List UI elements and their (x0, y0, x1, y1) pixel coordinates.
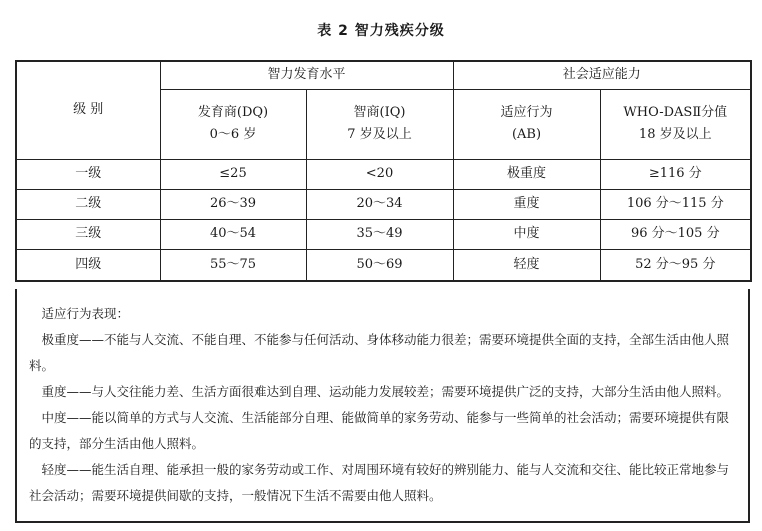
header-iq-label: 智商(IQ) (353, 105, 406, 120)
note-severe: 重度——与人交往能力差、生活方面很难达到自理、运动能力发展较差；需要环境提供广泛的支持，大部分生活由他人照料。 (41, 384, 730, 399)
cell-who: 106 分～115 分 (600, 189, 751, 219)
cell-grade: 一级 (16, 159, 160, 189)
header-social-ability: 社会适应能力 (453, 61, 751, 89)
header-ab-label: 适应行为 (500, 105, 553, 120)
header-ab-sub: (AB) (511, 127, 542, 142)
table-row (16, 159, 751, 189)
header-dq-label: 发育商(DQ) (197, 105, 269, 120)
cell-iq: 35～49 (306, 219, 453, 249)
table-title: 表 2 智力残疾分级 (317, 23, 445, 39)
cell-dq: 55～75 (160, 249, 306, 281)
cell-grade: 二级 (16, 189, 160, 219)
note-moderate: 中度——能以简单的方式与人交流、生活能部分自理、能做简单的家务劳动、能参与一些简单的社会活动；需要环境提供有限的支持，部分生活由他人照料。 (29, 410, 730, 451)
cell-who: ≥116 分 (600, 159, 751, 189)
table-row (16, 189, 751, 219)
cell-who: 96 分～105 分 (600, 219, 751, 249)
disability-grade-table (15, 60, 752, 282)
cell-dq: ≤25 (160, 159, 306, 189)
header-iq-age: 7 岁及以上 (347, 127, 412, 142)
cell-ab: 重度 (453, 189, 600, 219)
header-who-age: 18 岁及以上 (638, 127, 712, 142)
cell-dq: 40～54 (160, 219, 306, 249)
header-dq (160, 89, 306, 159)
cell-ab: 中度 (453, 219, 600, 249)
cell-iq: 50～69 (306, 249, 453, 281)
cell-iq: <20 (306, 159, 453, 189)
cell-iq: 20～34 (306, 189, 453, 219)
table-row (16, 219, 751, 249)
cell-grade: 四级 (16, 249, 160, 281)
header-iq (306, 89, 453, 159)
cell-ab: 极重度 (453, 159, 600, 189)
cell-ab: 轻度 (453, 249, 600, 281)
notes-intro: 适应行为表现： (41, 306, 130, 321)
header-dq-age: 0～6 岁 (209, 127, 257, 142)
note-profound: 极重度——不能与人交流、不能自理、不能参与任何活动、身体移动能力很差；需要环境提供全面的支持，全部生活由他人照料。 (29, 332, 730, 373)
header-grade: 级 别 (16, 61, 160, 159)
header-intel-level: 智力发育水平 (160, 61, 453, 89)
header-ab (453, 89, 600, 159)
table-row (16, 249, 751, 281)
cell-who: 52 分～95 分 (600, 249, 751, 281)
adaptive-behavior-notes (15, 289, 750, 523)
cell-dq: 26～39 (160, 189, 306, 219)
note-mild: 轻度——能生活自理、能承担一般的家务劳动或工作、对周围环境有较好的辨别能力、能与人交流和交往、能比较正常地参与社会活动；需要环境提供间歇的支持，一般情况下生活不需要由他人照料。 (29, 462, 730, 503)
cell-grade: 三级 (16, 219, 160, 249)
header-who (600, 89, 751, 159)
header-who-label: WHO-DASⅡ分值 (623, 105, 728, 120)
